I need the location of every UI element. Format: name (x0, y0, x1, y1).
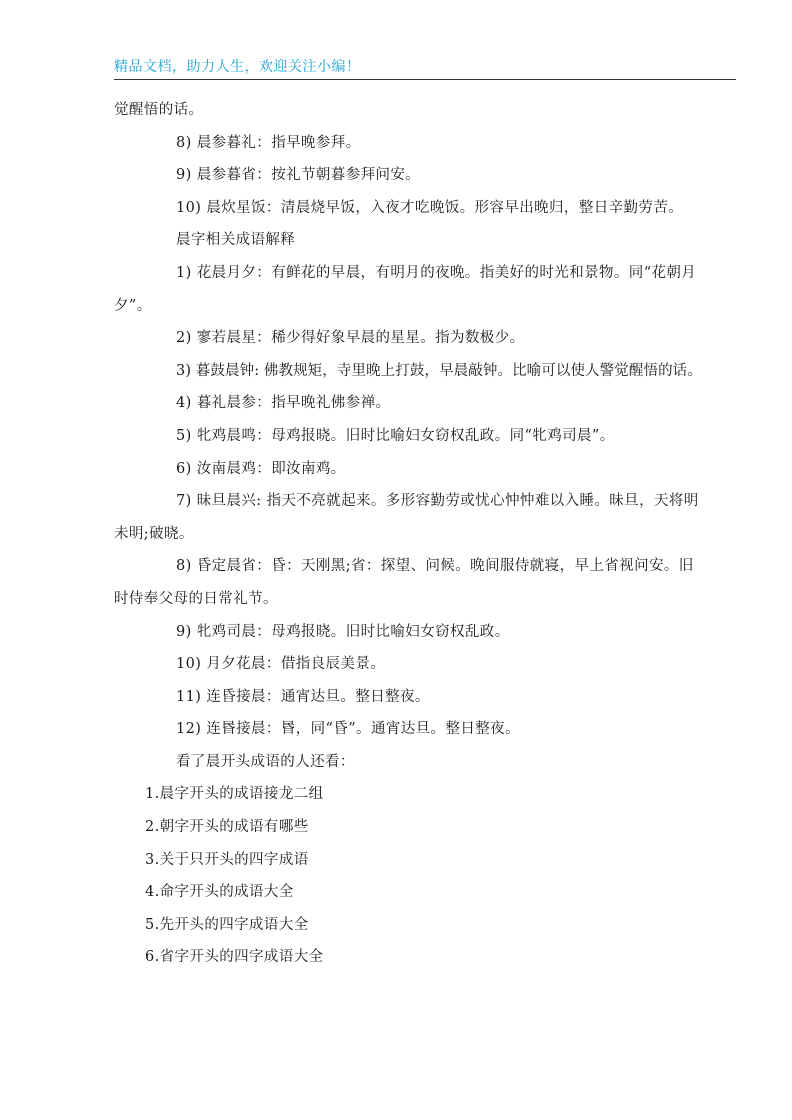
list-item: 10) 月夕花晨：借指良辰美景。 (176, 656, 386, 673)
list-item: 6) 汝南晨鸡：即汝南鸡。 (176, 460, 346, 477)
list-item: 8) 昏定晨省：昏：天刚黑;省：探望、问候。晚间服侍就寝，早上省视问安。旧 (176, 558, 694, 575)
paragraph-line: 时侍奉父母的日常礼节。 (114, 590, 278, 607)
page-header (114, 58, 736, 80)
related-link-item: 3.关于只开头的四字成语 (145, 851, 309, 868)
list-item: 9) 牝鸡司晨：母鸡报晓。旧时比喻妇女窃权乱政。 (176, 623, 510, 640)
document-body (114, 94, 736, 974)
section-heading: 晨字相关成语解释 (176, 232, 296, 249)
list-item: 5) 牝鸡晨鸣：母鸡报晓。旧时比喻妇女窃权乱政。同“牝鸡司晨”。 (176, 427, 615, 444)
list-item: 11) 连昏接晨：通宵达旦。整日整夜。 (176, 688, 430, 705)
related-link-item: 6.省字开头的四字成语大全 (145, 949, 324, 966)
list-item: 2) 寥若晨星：稀少得好象早晨的星星。指为数极少。 (176, 330, 525, 347)
paragraph-line: 觉醒悟的话。 (114, 102, 204, 118)
paragraph-line: 夕”。 (114, 297, 152, 314)
list-item: 10) 晨炊星饭：清晨烧早饭，入夜才吃晚饭。形容早出晚归，整日辛勤劳苦。 (176, 199, 684, 216)
header-text: 精品文档，助力人生，欢迎关注小编！ (114, 59, 361, 75)
related-link-item: 1.晨字开头的成语接龙二组 (145, 786, 324, 803)
list-item: 7) 昧旦晨兴: 指天不亮就起来。多形容勤劳或忧心忡忡难以入睡。昧旦，天将明 (176, 493, 699, 510)
related-link-item: 5.先开头的四字成语大全 (145, 916, 309, 933)
related-heading: 看了晨开头成语的人还看： (176, 753, 355, 770)
list-item: 12) 连昬接晨：昬，同“昏”。通宵达旦。整日整夜。 (176, 721, 520, 738)
list-item: 9) 晨参暮省：按礼节朝暮参拜问安。 (176, 167, 421, 184)
list-item: 8) 晨参暮礼：指早晚参拜。 (176, 134, 361, 151)
related-link-item: 4.命字开头的成语大全 (145, 884, 294, 901)
related-link-item: 2.朝字开头的成语有哪些 (145, 819, 309, 836)
paragraph-line: 未明;破晓。 (114, 525, 194, 542)
list-item: 1) 花晨月夕：有鲜花的早晨，有明月的夜晚。指美好的时光和景物。同“花朝月 (176, 264, 697, 281)
list-item: 3) 暮鼓晨钟: 佛教规矩，寺里晚上打鼓，早晨敲钟。比喻可以使人警觉醒悟的话。 (176, 362, 702, 379)
list-item: 4) 暮礼晨参：指早晚礼佛参禅。 (176, 395, 391, 412)
